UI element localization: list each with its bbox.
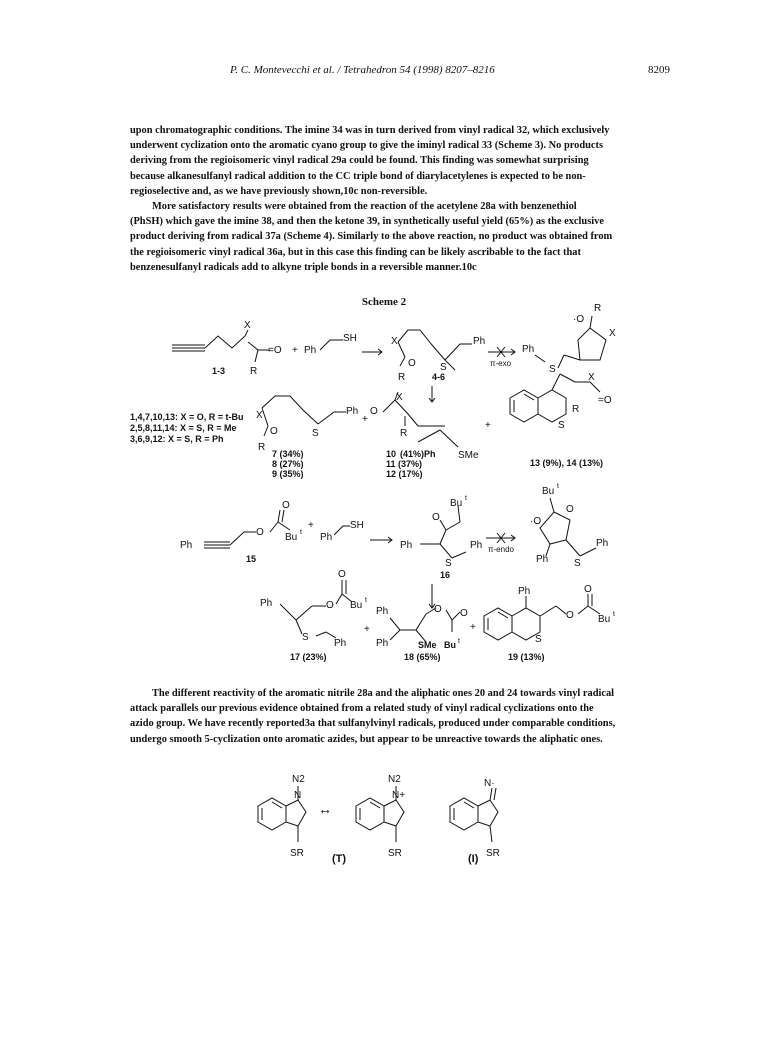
label-sr-2: SR [388,848,402,859]
yield-10: 10 [386,449,397,459]
yield-18: 18 (65%) [404,652,441,662]
label-x-4: X [256,410,263,421]
label-sr-3: SR [486,848,500,859]
label-sh: SH [343,333,357,344]
label-sme: SMe [458,450,479,461]
label-s-4: S [312,428,319,439]
label-ph-4: Ph [346,406,359,417]
label-x-3: X [609,328,616,339]
legend-line: 3,6,9,12: X = S, R = Ph [130,434,224,444]
running-title: P. C. Montevecchi et al. / Tetrahedron 54 (1998) 8207–8216 [230,64,495,76]
thiol-bond-2 [334,526,350,535]
yield-9: 9 (35%) [272,469,304,479]
label-sme-18: SMe [418,640,437,650]
label-t-c: t [557,483,559,490]
label-o-19: O [566,610,574,621]
label-t-17: t [365,597,367,604]
yield-17: 17 (23%) [290,652,327,662]
label-plus-3: + [485,420,491,431]
label-plus-5: + [364,624,370,635]
label-r-2: R [398,372,406,383]
label-o-15b: O [282,500,290,511]
label-o-15: O [256,527,264,538]
label-pi-exo: π-exo [490,359,512,368]
label-ph: Ph [304,345,317,356]
cyclized-radical [535,316,606,368]
label-15: 15 [246,554,257,564]
label-ph-18b: Ph [376,638,389,649]
label-plus-2: + [362,414,368,425]
label-ph-17b: Ph [334,638,347,649]
label-but-15: Bu [285,532,298,543]
label-o-rad: ·O [573,314,585,325]
label-ph-2: Ph [473,336,486,347]
label-x-6: X [588,372,595,383]
label-s: S [440,362,447,373]
label-but-19: Bu [598,614,611,625]
label-t-19: t [613,611,615,618]
yield-11: 11 (37%) [386,459,423,469]
yield-10-ph: (41%)Ph [400,449,436,459]
label-ph-c2: Ph [596,538,609,549]
label-plus-6: + [470,622,476,633]
label-s-19: S [535,634,542,645]
label-plus: + [292,345,298,356]
legend-line: 2,5,8,11,14: X = S, R = Me [130,423,237,433]
label-o-18b: O [460,608,468,619]
para2-line: product deriving from radical 37a (Scheme 4). Similarly to the above reaction, no product was obtained from [130,231,613,243]
paragraph-3 [130,686,672,747]
yield-19: 19 (13%) [508,652,545,662]
label-o: =O [268,345,282,356]
label-x-2: X [391,336,398,347]
label-o-19b: O [584,584,592,595]
label-sh-2: SH [350,520,364,531]
para1-line: upon chromatographic conditions. The imine 34 was in turn derived from vinyl radical 32, which exclusively [130,125,610,136]
label-x-5: X [396,392,403,403]
para1-line: deriving from the regioisomeric vinyl radical 29a could be found. This finding was somewhat surprising [130,155,589,167]
label-o-17: O [326,600,334,611]
label-but-16: Bu [450,498,463,509]
label-plus-4: + [308,520,314,531]
label-o-c: ·O [530,516,542,527]
label-t: (T) [332,853,347,865]
label-ph-18: Ph [376,606,389,617]
label-ph-16: Ph [400,540,413,551]
label-pi-endo: π-endo [488,545,514,554]
label-o-17b: O [338,569,346,580]
label-n-rad: N· [484,778,495,789]
compound-15 [204,510,290,548]
label-o-16: O [432,512,440,523]
compound-1-3 [172,330,270,362]
para1-line: underwent cyclization onto the aromatic cyano group to give the iminyl radical 33 (Scheme 3). No products [130,140,604,152]
label-but-18: Bu [444,640,456,650]
label-r-5: R [400,428,408,439]
structure-i [450,788,498,842]
para2-line: the regioisomeric vinyl radical 36a, but in this case this finding can be likely ascribable to the fact that [130,246,581,258]
label-s-17: S [302,632,309,643]
label-s-3: S [549,364,556,375]
label-r-4: R [258,442,266,453]
label-s-6: S [558,420,565,431]
label-4-6: 4-6 [432,372,446,382]
label-ph-3: Ph [522,344,535,355]
label-sr-1: SR [290,848,304,859]
label-x: X [244,320,251,331]
label-n2: N2 [388,774,401,785]
label-ph-alkyne: Ph [180,540,193,551]
para3-line: azido group. We have recently reported3a that sulfanylvinyl radicals, produced under comparable conditions, [130,718,616,730]
label-n-plus: N+ [392,790,406,801]
label-s-16: S [445,558,452,569]
label-1-3: 1-3 [212,366,226,376]
label-o-4: O [270,426,278,437]
yield-13-14: 13 (9%), 14 (13%) [530,458,604,468]
label-o-18: O [434,604,442,615]
label-i: (I) [468,853,479,865]
label-but-17: Bu [350,600,363,611]
para3-line: undergo smooth 5-cyclization onto aromatic azides, but appear to be unreactive towards the aliphatic ones. [130,733,603,745]
label-o-6: =O [598,395,612,406]
para1-line: regioselective and, as we have previously shown,10c non-reversible. [130,185,428,197]
page-number: 8209 [648,64,670,76]
label-ph-19: Ph [518,586,531,597]
label-16: 16 [440,570,451,580]
scheme-title: Scheme 2 [361,296,407,308]
label-n-t: N [294,790,302,801]
label-but-c: Bu [542,486,555,497]
label-ph-17: Ph [260,598,273,609]
para2-line: (PhSH) which gave the imine 38, and then the ketone 39, in synthetically useful yield (65%) as the exclusive [130,216,604,228]
label-o-c2: O [566,504,574,515]
compound-17 [280,580,352,638]
label-n2-rad: N2 [292,774,305,785]
label-o-2: O [408,358,416,369]
yield-7: 7 (34%) [272,449,304,459]
para3-line: The different reactivity of the aromatic nitrile 28a and the aliphatic ones 20 and 24 towards vinyl radical [152,688,615,699]
label-o-5: O [370,406,378,417]
label-ph-16b: Ph [470,540,483,551]
label-r-6: R [572,404,580,415]
label-ph-5: Ph [320,532,333,543]
label-r-3: R [594,303,602,314]
label-t-16: t [465,495,467,502]
legend-line: 1,4,7,10,13: X = O, R = t-Bu [130,412,244,422]
label-ph-c: Ph [536,554,549,565]
compound-19 [484,594,600,640]
label-r: R [250,366,258,377]
label-t-18: t [458,638,460,645]
compound-13-14 [510,374,600,422]
para1-line: because alkanesulfanyl radical addition to the CC triple bond of diarylacetylenes is expected to be non- [130,170,586,182]
compound-18 [390,608,460,642]
yield-12: 12 (17%) [386,469,423,479]
thiol-bond [320,340,343,350]
yield-8: 8 (27%) [272,459,304,469]
compound-10-12 [383,392,458,447]
para2-line: benzenesulfanyl radicals add to alkyne triple bonds in a reversible manner.10c [130,261,477,273]
para2-line: More satisfactory results were obtained from the reaction of the acetylene 28a with benzenethiol [152,201,577,213]
label-t-15: t [300,529,302,536]
para3-line: attack parallels our previous evidence obtained from a related study of vinyl radical cyclizations onto the [130,703,594,715]
resonance-arrow: ↔ [318,801,332,817]
label-s-c: S [574,558,581,569]
compound-16 [420,506,466,558]
